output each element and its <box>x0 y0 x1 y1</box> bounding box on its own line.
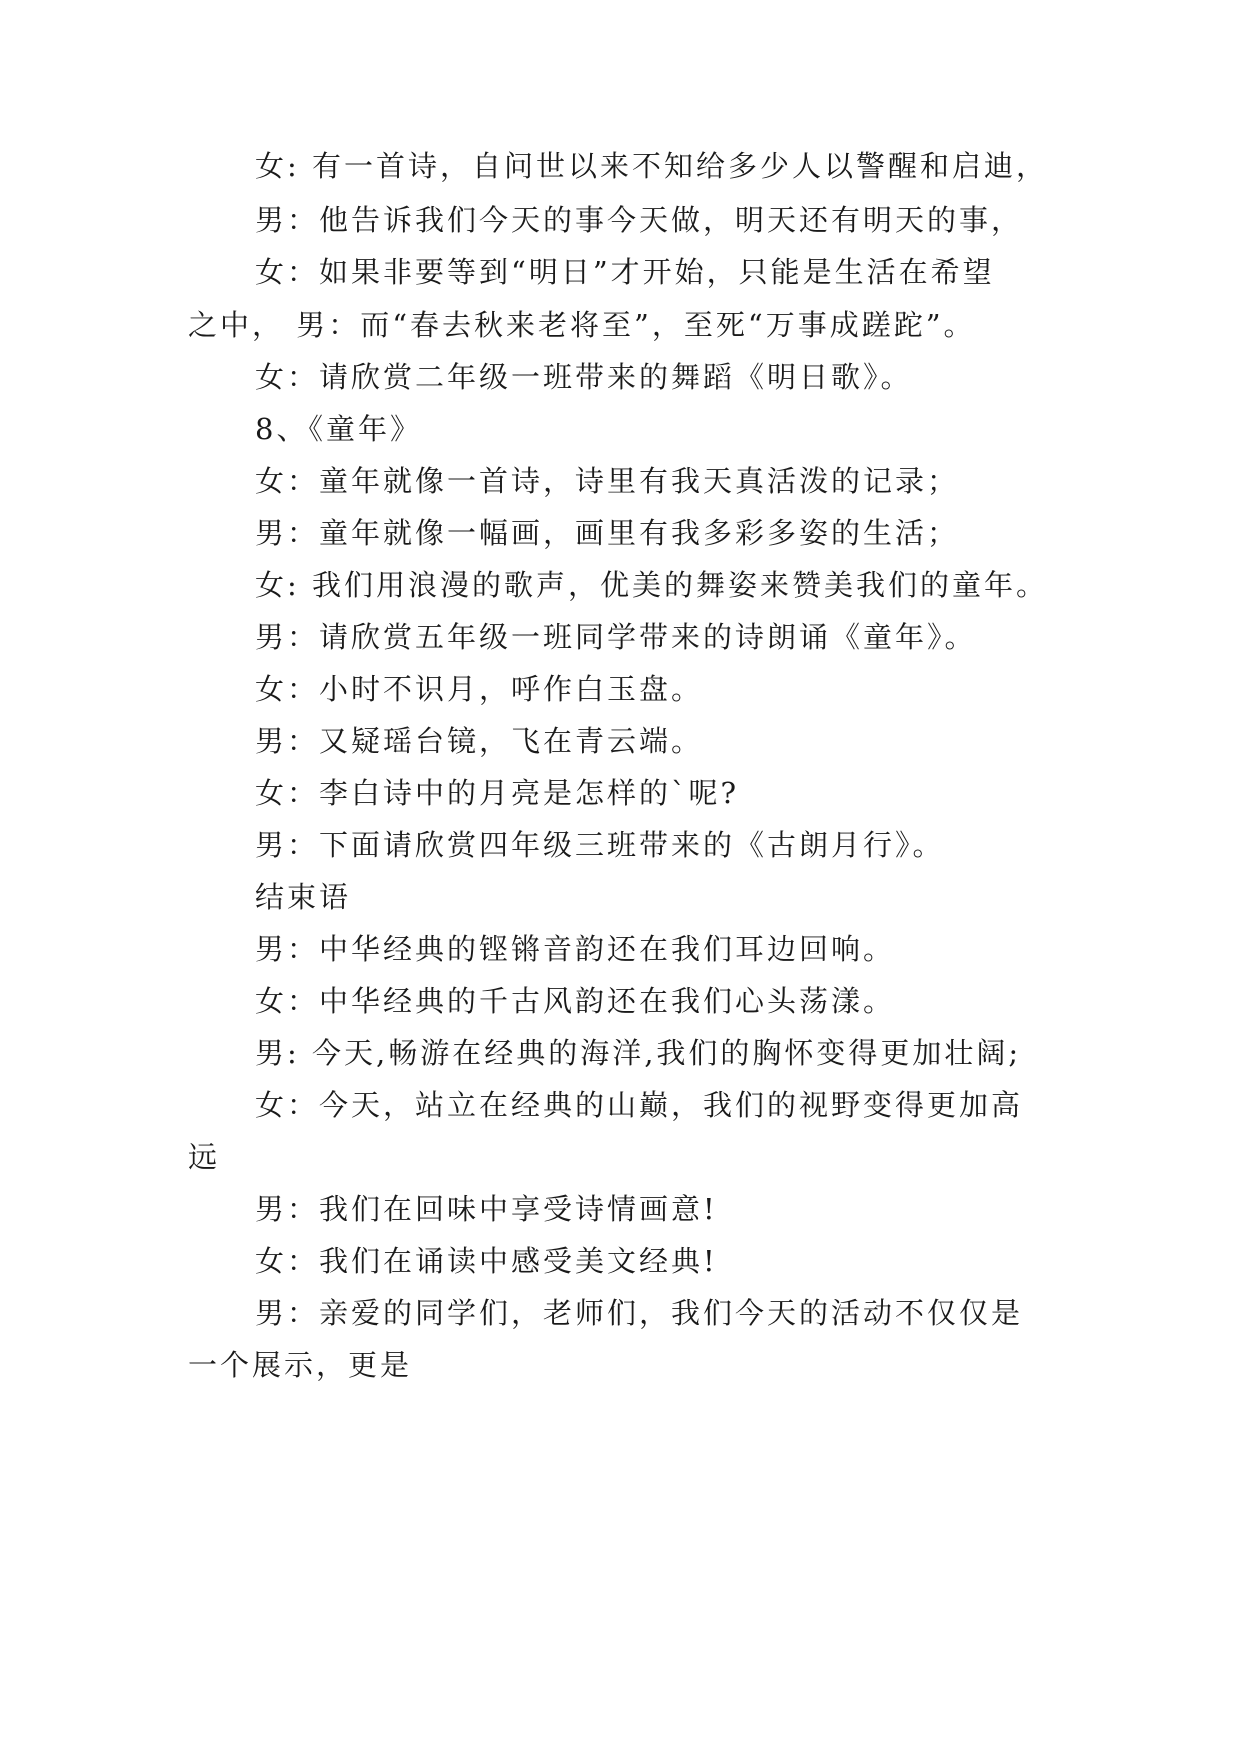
text-line: 男: 今天,畅游在经典的海洋,我们的胸怀变得更加壮阔; <box>255 1036 1022 1070</box>
text-line: 一个展示，更是 <box>188 1348 413 1382</box>
text-line: 远 <box>188 1140 221 1174</box>
text-line: 之中， 男：而“春去秋来老将至”，至死“万事成蹉跎”。 <box>188 308 976 342</box>
text-line: 女：我们在诵读中感受美文经典! <box>255 1244 718 1278</box>
text-line: 女：请欣赏二年级一班带来的舞蹈《明日歌》。 <box>255 360 913 394</box>
text-line: 女：童年就像一首诗，诗里有我天真活泼的记录； <box>255 464 960 498</box>
text-line: 女：中华经典的千古风韵还在我们心头荡漾。 <box>255 984 896 1018</box>
text-line: 女：如果非要等到“明日”才开始，只能是生活在希望 <box>255 255 995 289</box>
text-line: 男：亲爱的同学们，老师们，我们今天的活动不仅仅是 <box>255 1296 1024 1330</box>
section-heading: 结束语 <box>255 880 352 914</box>
text-line: 男：我们在回味中享受诗情画意! <box>255 1192 718 1226</box>
text-line: 男：童年就像一幅画，画里有我多彩多姿的生活； <box>255 516 960 550</box>
text-line: 男：下面请欣赏四年级三班带来的《古朗月行》。 <box>255 828 945 862</box>
section-heading: 8、《童年》 <box>255 412 422 446</box>
text-line: 男：他告诉我们今天的事今天做，明天还有明天的事， <box>255 203 1024 237</box>
text-line: 男：请欣赏五年级一班同学带来的诗朗诵《童年》。 <box>255 620 977 654</box>
text-line: 女: 我们用浪漫的歌声，优美的舞姿来赞美我们的童年。 <box>255 568 1048 602</box>
text-line: 女：李白诗中的月亮是怎样的`呢? <box>255 776 740 810</box>
text-line: 女: 有一首诗，自问世以来不知给多少人以警醒和启迪， <box>255 149 1048 183</box>
text-line: 男：又疑瑶台镜，飞在青云端。 <box>255 724 704 758</box>
text-line: 女：小时不识月，呼作白玉盘。 <box>255 672 704 706</box>
text-line: 男：中华经典的铿锵音韵还在我们耳边回响。 <box>255 932 896 966</box>
text-line: 女：今天，站立在经典的山巅，我们的视野变得更加高 <box>255 1088 1024 1122</box>
